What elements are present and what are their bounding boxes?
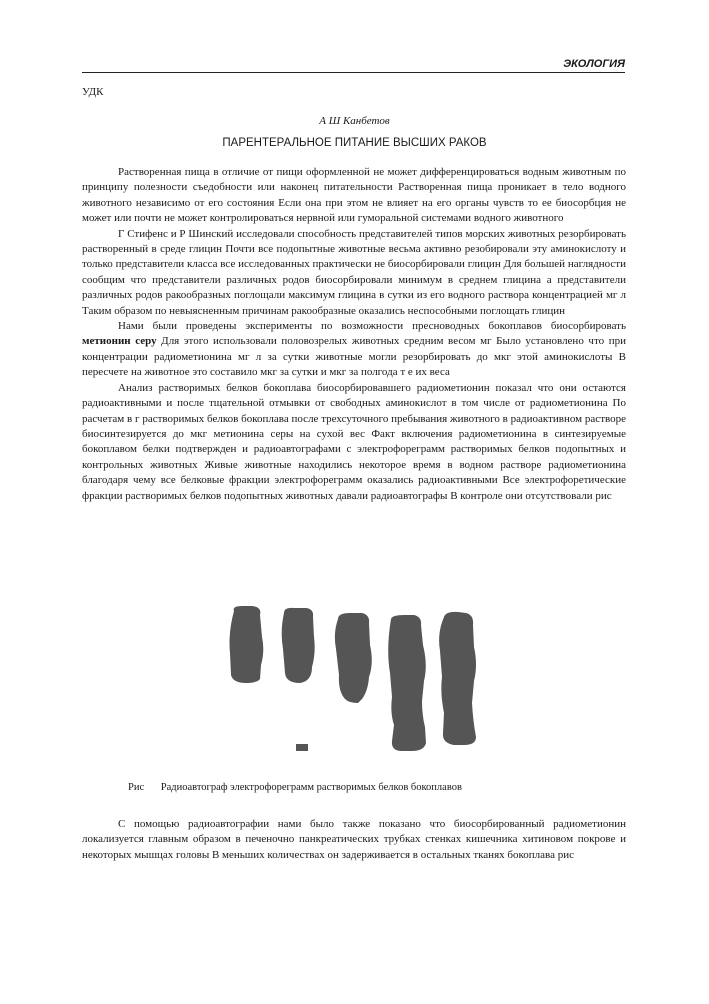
electrophoregram-band-1 (230, 606, 264, 683)
author-name: А Ш Канбетов (319, 115, 390, 127)
paragraph-3-start: Нами были проведены эксперименты по возможности пресноводных бокоплавов биосорбировать (118, 320, 626, 333)
body-text-lower (82, 817, 626, 863)
electrophoregram-band-3 (335, 613, 372, 703)
electrophoregram-band-4 (388, 615, 426, 751)
article-title: ПАРЕНТЕРАЛЬНОЕ ПИТАНИЕ ВЫСШИХ РАКОВ (222, 137, 487, 149)
electrophoregram-band-5 (439, 612, 476, 745)
paragraph-3-end: Для этого использовали половозрелых животных средним весом мг Было установлено что при концентрации радиометионина мг л за сутки животные могли резорбировать до мкг этой аминокислоты В пересчете на животное это составило мкг за сутки и мкг за полгода т е их веса (82, 335, 626, 379)
paragraph-4: Анализ растворимых белков бокоплава биосорбировавшего радиометионин показал что они остаются радиоактивными и после тщательной отмывки от свободных аминокислот в том числе от радиометионина По расчетам в г растворимых белков бокоплава после трехсуточного пребывания животного в радиоактивном растворе биосинтезируется до мкг метионина серы на сухой вес Факт включения радиометионина в синтезируемые бокоплавом белки подтвержден и радиоавтографами с электрофореграмм растворимых белков подопытных и контрольных животных Живые животные находились некоторое время в водном растворе радиометионина благодаря чему все белковые фракции электрофореграмм оказались радиоактивными Все электрофоретические фракции растворимых белков подопытных животных давали радиоавтографы В контроле они отсутствовали рис (82, 381, 626, 502)
section-tag: ЭКОЛОГИЯ (563, 58, 625, 70)
paragraph-3 (82, 319, 626, 381)
electrophoregram-band-2-spot (296, 744, 308, 751)
paragraph-5: С помощью радиоавтографии нами было также показано что биосорбированный радиометионин локализуется главным образом в печеночно панкреатических трубках стенках кишечника хитиновом покрове и некоторых мышцах головы В меньших количествах он задерживается в остальных тканях бокоплава рис (82, 818, 626, 861)
body-text-upper (82, 165, 626, 504)
electrophoregram-band-2 (282, 608, 315, 683)
figure-caption-label: Рис (128, 782, 145, 793)
figure-caption (128, 782, 462, 793)
radioautograph-image (222, 603, 484, 763)
udk-label: УДК (82, 86, 104, 98)
header-rule (82, 72, 625, 73)
radioautograph-figure (222, 603, 484, 763)
figure-caption-text: Радиоавтограф электрофореграмм растворимых белков бокоплавов (160, 782, 462, 793)
paragraph-1: Растворенная пища в отличие от пищи оформленной не может дифференцироваться водным животным по принципу полезности съедобности или наконец питательности Растворенная пища проникает в тело водного животного независимо от его состояния Если она при этом не влияет на его органы чувств то ее биосорбция не может или почти не может контролироваться нервной или гуморальной системами водного животного (82, 166, 626, 225)
paragraph-3-bold: метионин серу (82, 335, 157, 348)
paragraph-2: Г Стифенс и Р Шинский исследовали способность представителей типов морских животных резорбировать растворенный в среде глицин Почти все подопытные животные весьма активно резобировали эту аминокислоту и только представители класса все исследованных практически не биосорбировали глицин Для большей наглядности сообщим что представители различных родов биосорбировали минимум в среднем глицина а представители различных родов ракообразных поглощали максимум глицина в сутки из его водного раствора концентрацией мг л Таким образом по невыясненным причинам ракообразные оказались неспособными поглощать глицин (82, 227, 626, 317)
